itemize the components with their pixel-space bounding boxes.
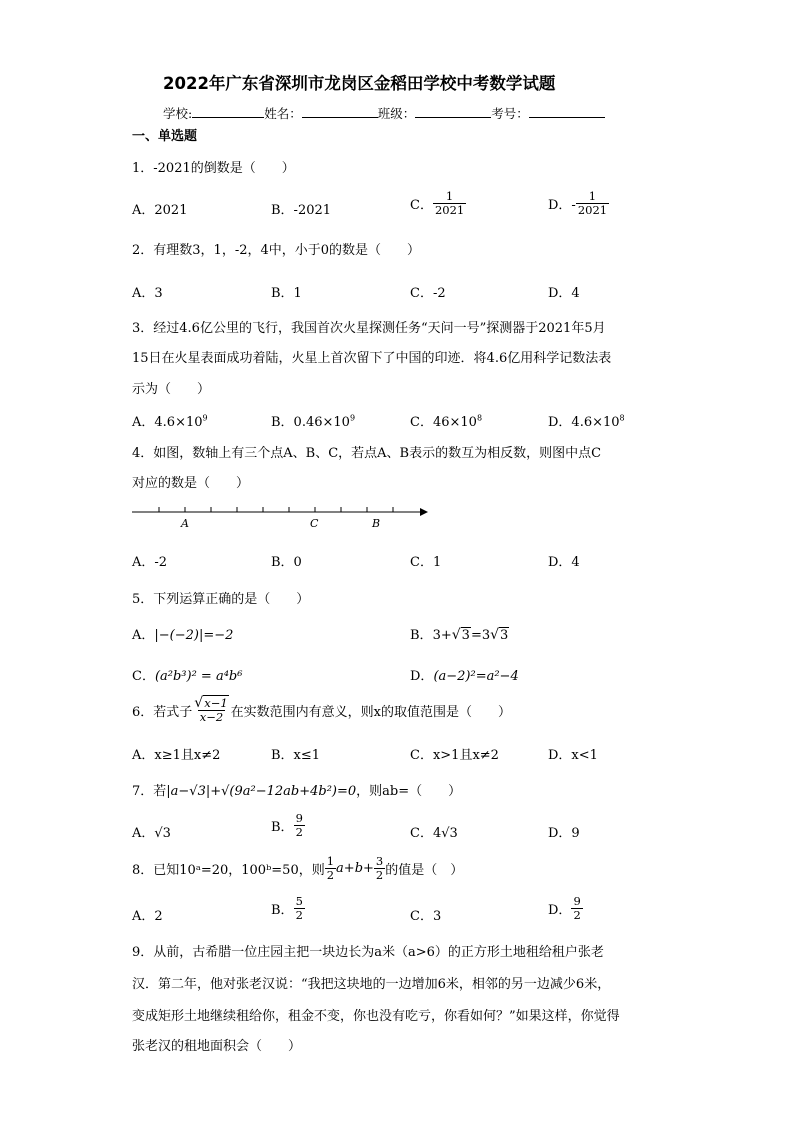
school-label: 学校: — [163, 106, 193, 121]
q6-den: x−2 — [199, 710, 224, 724]
q5-b-expr-2: =3 — [470, 628, 491, 643]
q5-d-expr: (a−2)²=a²−4 — [433, 669, 519, 684]
q6-num: x−1 — [204, 696, 228, 710]
q1-d-fraction — [576, 190, 609, 217]
radical-icon: √ — [451, 627, 461, 643]
q6-option-a[interactable]: A．x≥1且x≠2 — [132, 748, 221, 763]
q7-stem — [132, 780, 461, 799]
q3-b-text: B．0.46×10 — [271, 415, 350, 430]
name-blank[interactable] — [302, 105, 378, 118]
q3-a-exp: 9 — [202, 413, 208, 423]
q6-post: 在实数范围内有意义，则x的取值范围是（ ） — [230, 705, 511, 720]
q5-c-prefix: C． — [132, 669, 155, 684]
q1-option-d[interactable] — [548, 190, 609, 217]
q5-stem: 5．下列运算正确的是（ ） — [132, 592, 310, 607]
q6-option-d[interactable]: D．x<1 — [548, 748, 598, 763]
q3-c-text: C．46×10 — [410, 415, 477, 430]
q5-b-expr-1: 3+ — [432, 628, 452, 643]
q1-c-fraction — [433, 190, 466, 217]
q7-b-den: 2 — [295, 825, 303, 839]
q5-option-c[interactable] — [132, 665, 242, 684]
point-a-label: A — [181, 517, 189, 530]
class-blank[interactable] — [415, 105, 491, 118]
q8-stem — [132, 855, 463, 882]
q3-d-exp: 8 — [619, 413, 625, 423]
q5-b-radicand-2: 3 — [500, 628, 509, 643]
q7-option-a[interactable]: A．√3 — [132, 826, 171, 841]
q9-stem-line3: 变成矩形土地继续租给你，租金不变，你也没有吃亏，你看如何？”如果这样，你觉得 — [132, 1009, 620, 1024]
q4-stem-line1: 4．如图，数轴上有三个点A、B、C，若点A、B表示的数互为相反数，则图中点C — [132, 446, 602, 461]
q8-b-prefix: B． — [271, 903, 294, 918]
q8-post: 的值是（ ） — [385, 863, 464, 878]
q3-d-text: D．4.6×10 — [548, 415, 620, 430]
point-c-label: C — [310, 517, 319, 530]
page-title: 2022年广东省深圳市龙岗区金稻田学校中考数学试题 — [163, 74, 556, 93]
q1-option-b[interactable]: B．-2021 — [271, 203, 332, 218]
class-label: 班级： — [377, 106, 416, 121]
q4-option-a[interactable]: A．-2 — [132, 555, 168, 570]
q8-b-num: 5 — [295, 894, 303, 908]
q2-option-a[interactable]: A．3 — [132, 286, 163, 301]
q1-c-prefix: C． — [410, 198, 433, 213]
q3-stem-line1: 3．经过4.6亿公里的飞行，我国首次火星探测任务“天问一号”探测器于2021年5月 — [132, 321, 606, 336]
q9-stem-line4: 张老汉的租地面积会（ ） — [132, 1039, 302, 1054]
q8-option-a[interactable]: A．2 — [132, 909, 163, 924]
radical-icon: √ — [490, 627, 500, 643]
q1-c-num: 1 — [445, 189, 454, 203]
q8-d-prefix: D． — [548, 903, 572, 918]
name-label: 姓名： — [264, 106, 302, 121]
q8-option-d[interactable] — [548, 895, 583, 922]
q1-option-a[interactable]: A．2021 — [132, 203, 188, 218]
q5-c-expr: (a²b³)² = a⁴b⁶ — [154, 669, 243, 684]
q7-option-c[interactable]: C．4√3 — [410, 826, 458, 841]
q8-fraction-2 — [374, 855, 385, 882]
q3-c-exp: 8 — [476, 413, 483, 423]
q2-stem: 2．有理数3，1，-2，4中，小于0的数是（ ） — [132, 243, 421, 258]
q5-b-prefix: B． — [410, 628, 433, 643]
q6-fraction — [192, 697, 230, 724]
q8-expr-mid: a+b+ — [336, 861, 374, 876]
q3-stem-line3: 示为（ ） — [132, 382, 211, 397]
q2-option-d[interactable]: D．4 — [548, 286, 580, 301]
q9-stem-line2: 汉．第二年，他对张老汉说：“我把这块地的一边增加6米，相邻的另一边减少6米， — [132, 977, 611, 992]
q4-stem-line2: 对应的数是（ ） — [132, 476, 250, 491]
q7-b-prefix: B． — [271, 820, 294, 835]
q7-post: ，则ab=（ ） — [356, 784, 462, 799]
q8-d-fraction — [571, 895, 582, 922]
q5-d-prefix: D． — [410, 669, 434, 684]
q7-b-num: 9 — [295, 811, 303, 825]
q5-b-radicand: 3 — [461, 628, 470, 643]
q8-den-1: 2 — [326, 868, 335, 882]
q6-option-c[interactable]: C．x>1且x≠2 — [410, 748, 499, 763]
q8-den-2: 2 — [375, 868, 384, 882]
q6-option-b[interactable]: B．x≤1 — [271, 748, 321, 763]
school-blank[interactable] — [192, 105, 264, 118]
q6-pre: 6．若式子 — [132, 705, 193, 720]
q2-option-c[interactable]: C．-2 — [410, 286, 446, 301]
q5-option-b[interactable] — [410, 624, 509, 643]
q5-a-expr: |−(−2)|=−2 — [154, 628, 234, 643]
section-heading-single-choice: 一、单选题 — [132, 129, 198, 144]
q5-option-d[interactable] — [410, 665, 519, 684]
q8-d-num: 9 — [573, 894, 581, 908]
q8-b-fraction — [294, 895, 305, 922]
q3-b-exp: 9 — [349, 413, 356, 423]
q8-num-1: 1 — [326, 854, 335, 868]
q8-option-c[interactable]: C．3 — [410, 909, 442, 924]
q3-stem-line2: 15日在火星表面成功着陆，火星上首次留下了中国的印迹．将4.6亿用科学记数法表 — [132, 351, 612, 366]
q2-option-b[interactable]: B．1 — [271, 286, 302, 301]
q4-option-c[interactable]: C．1 — [410, 555, 442, 570]
q8-fraction-1 — [325, 855, 336, 882]
q8-option-b[interactable] — [271, 895, 305, 922]
q4-option-b[interactable]: B．0 — [271, 555, 302, 570]
q1-stem: 1．-2021的倒数是（ ） — [132, 161, 295, 176]
q8-d-den: 2 — [573, 908, 581, 922]
radical-icon: √ — [194, 695, 204, 711]
q9-stem-line1: 9．从前，古希腊一位庄园主把一块边长为a米（a>6）的正方形土地租给租户张老 — [132, 945, 604, 960]
q3-option-b[interactable] — [271, 411, 355, 430]
q7-pre: 7．若 — [132, 784, 167, 799]
number-line-arrow — [420, 508, 428, 516]
q3-a-text: A．4.6×10 — [132, 415, 203, 430]
q1-c-den: 2021 — [434, 203, 465, 217]
number-line-figure — [130, 500, 430, 532]
q8-num-2: 3 — [375, 854, 384, 868]
exam-no-blank[interactable] — [529, 105, 605, 118]
exam-no-label: 考号： — [491, 106, 529, 121]
q7-option-d[interactable]: D．9 — [548, 826, 580, 841]
q3-option-a[interactable] — [132, 411, 208, 430]
q1-d-den: 2021 — [577, 203, 608, 217]
q5-option-a[interactable] — [132, 624, 233, 643]
q8-pre: 8．已知10ᵃ=20，100ᵇ=50，则 — [132, 863, 325, 878]
q7-option-b[interactable] — [271, 812, 305, 839]
q5-a-prefix: A． — [132, 628, 155, 643]
q4-option-d[interactable]: D．4 — [548, 555, 580, 570]
q3-option-d[interactable] — [548, 411, 625, 430]
q7-expr: |a−√3|+√(9a²−12ab+4b²)=0 — [166, 784, 357, 799]
q1-d-num: 1 — [588, 189, 597, 203]
q6-stem — [132, 697, 511, 724]
q1-option-c[interactable] — [410, 190, 466, 217]
q7-b-fraction — [294, 812, 305, 839]
student-info-line — [163, 104, 605, 122]
q1-d-prefix: D．- — [548, 198, 576, 213]
q8-b-den: 2 — [295, 908, 303, 922]
number-line-ticks — [159, 507, 393, 512]
q3-option-c[interactable] — [410, 411, 482, 430]
point-b-label: B — [372, 517, 381, 530]
